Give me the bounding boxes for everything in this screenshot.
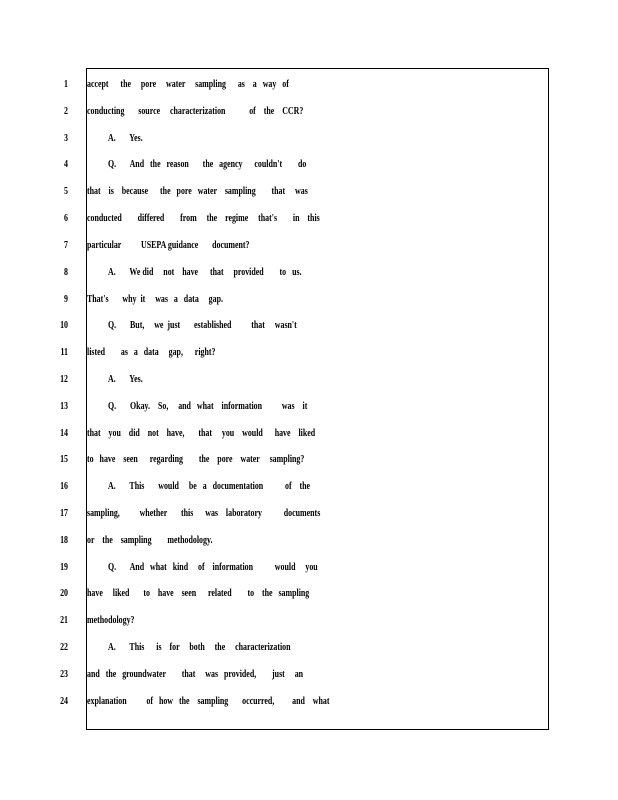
transcript-line: and the groundwater that was provided, just an xyxy=(87,668,304,680)
transcript-line: to have seen regarding the pore water sampling? xyxy=(87,453,305,465)
line-number: 19 xyxy=(60,561,68,573)
transcript-line: that is because the pore water sampling that was xyxy=(87,185,308,197)
line-number: 3 xyxy=(64,132,68,144)
transcript-line: That's why it was a data gap. xyxy=(87,293,223,305)
line-number: 14 xyxy=(60,427,68,439)
line-number: 10 xyxy=(60,319,68,331)
line-number: 17 xyxy=(60,507,68,519)
line-number: 9 xyxy=(64,293,68,305)
line-number: 18 xyxy=(60,534,68,546)
line-number: 13 xyxy=(60,400,68,412)
transcript-line: listed as a data gap, right? xyxy=(87,346,216,358)
line-number: 15 xyxy=(60,453,68,465)
transcript-line: Q. But, we just established that wasn't xyxy=(108,319,297,331)
transcript-line: conducting source characterization of the CCR? xyxy=(87,105,304,117)
line-number: 12 xyxy=(60,373,68,385)
line-number: 4 xyxy=(64,158,68,170)
line-number: 5 xyxy=(64,185,68,197)
transcript-line: A. Yes. xyxy=(108,132,143,144)
transcript-line: accept the pore water sampling as a way of xyxy=(87,78,289,90)
line-number: 20 xyxy=(60,587,68,599)
transcript-line: or the sampling methodology. xyxy=(87,534,213,546)
transcript-line: have liked to have seen related to the sampling xyxy=(87,587,310,599)
transcript-line: Q. And the reason the agency couldn't do xyxy=(108,158,307,170)
transcript-line: A. This is for both the characterization xyxy=(108,641,291,653)
line-number: 8 xyxy=(64,266,68,278)
transcript-line: methodology? xyxy=(87,614,135,626)
transcript-line: explanation of how the sampling occurred, and what xyxy=(87,695,330,707)
transcript-line: A. Yes. xyxy=(108,373,143,385)
transcript-line: Q. And what kind of information would you xyxy=(108,561,318,573)
transcript-line: sampling, whether this was laboratory documents xyxy=(87,507,321,519)
line-number: 7 xyxy=(64,239,68,251)
line-number: 21 xyxy=(60,614,68,626)
line-number: 16 xyxy=(60,480,68,492)
transcript-line: conducted differed from the regime that's in this xyxy=(87,212,320,224)
line-number: 1 xyxy=(64,78,68,90)
line-number: 23 xyxy=(60,668,68,680)
transcript-line: A. This would be a documentation of the xyxy=(108,480,311,492)
transcript-line: Q. Okay. So, and what information was it xyxy=(108,400,308,412)
transcript-line: particular USEPA guidance document? xyxy=(87,239,250,251)
line-number: 6 xyxy=(64,212,68,224)
transcript-line: A. We did not have that provided to us. xyxy=(108,266,302,278)
line-number: 11 xyxy=(60,346,68,358)
line-number: 24 xyxy=(60,695,68,707)
transcript-line: that you did not have, that you would have liked xyxy=(87,427,316,439)
line-number: 2 xyxy=(64,105,68,117)
line-number: 22 xyxy=(60,641,68,653)
